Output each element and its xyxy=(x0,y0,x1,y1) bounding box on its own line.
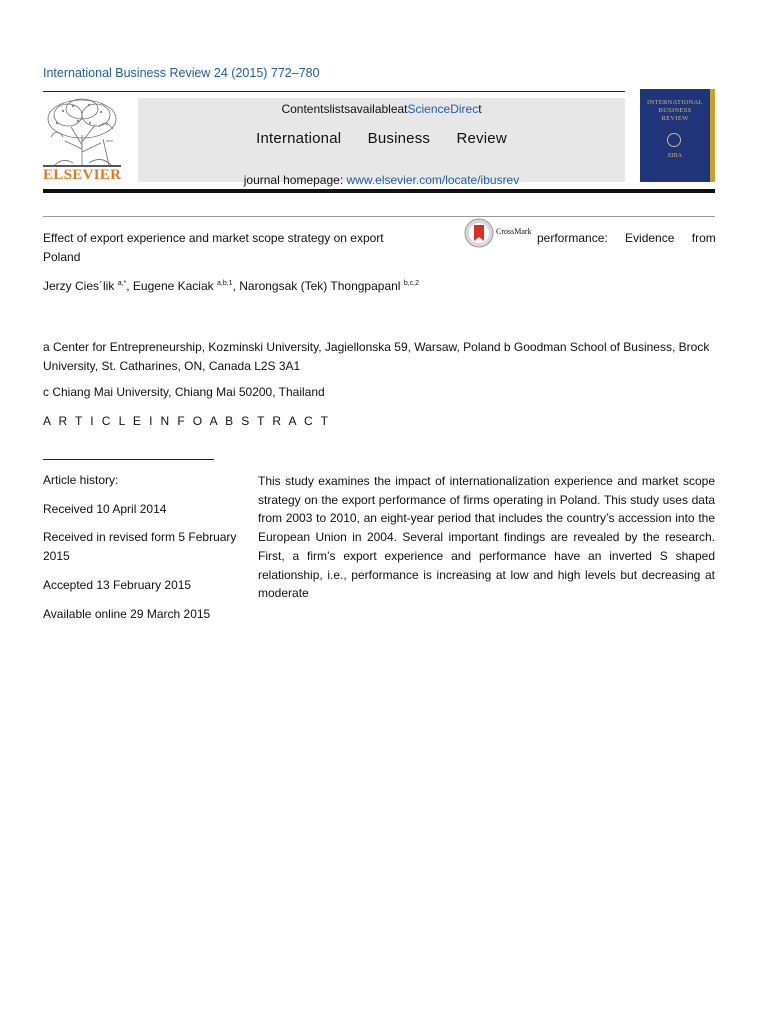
homepage-link[interactable]: www.elsevier.com/locate/ibusrev xyxy=(346,173,520,187)
contents-suffix: t xyxy=(478,102,482,116)
contents-available-line xyxy=(138,102,625,116)
abstract-text: This study examines the impact of internationalization experience and market scope strategy on the export performance of firms operating in Poland. This study uses data from 2003 to 2010, an eight-year period that includes the country’s accession into the European Union in 2004. Several important findings are revealed by the research. First, a firm’s export experience and performance have an inverted S shaped relationship, i.e., performance is increasing at low and high levels but decreasing at moderate xyxy=(258,474,715,601)
article-title-tail: performance: Evidence from xyxy=(537,231,716,245)
history-online: Available online 29 March 2015 xyxy=(43,607,211,621)
header-rule xyxy=(43,91,625,92)
journal-banner xyxy=(138,98,625,187)
journal-cover-image xyxy=(640,89,715,182)
journal-homepage-line xyxy=(138,173,625,187)
crossmark-label: CrossMark xyxy=(496,227,532,236)
article-info-rule xyxy=(43,459,214,460)
author-affiliation-marker: a,b,1 xyxy=(217,280,233,287)
sciencedirect-link[interactable]: ScienceDirec xyxy=(407,102,479,116)
author-name[interactable]: Narongsak (Tek) Thongpapanl xyxy=(239,279,401,293)
author-name[interactable]: Jerzy Cies´lik xyxy=(43,279,115,293)
banner-thick-rule xyxy=(43,189,715,193)
cover-footer: EIBA xyxy=(668,153,682,159)
contents-prefix: Contentslistsavailableat xyxy=(281,102,408,116)
cover-title: INTERNATIONAL BUSINESS REVIEW xyxy=(647,99,703,122)
title-top-rule xyxy=(43,216,715,217)
affiliation-c: c Chiang Mai University, Chiang Mai 50200, Thailand xyxy=(43,385,325,399)
history-accepted: Accepted 13 February 2015 xyxy=(43,578,192,592)
elsevier-logo xyxy=(43,97,121,185)
cover-emblem-icon xyxy=(667,133,681,147)
author-list: Jerzy Cies´lik $^{a,*}$, Eugene Kaciak $^{a,b,1}$, Narongsak (Tek) Thongpapanl $^{b,c,2}$ xyxy=(43,279,419,293)
article-title-line2: Poland xyxy=(43,250,81,264)
author-affiliation-marker: a,* xyxy=(117,280,127,287)
crossmark-icon[interactable] xyxy=(464,218,494,248)
history-revised-line2: 2015 xyxy=(43,549,70,563)
journal-citation-link[interactable]: International Business Review 24 (2015) 772–780 xyxy=(43,66,320,80)
history-received: Received 10 April 2014 xyxy=(43,502,167,516)
history-heading: Article history: xyxy=(43,473,119,487)
journal-title: International Business Review xyxy=(256,130,507,147)
author-affiliation-marker: b,c,2 xyxy=(403,280,419,287)
affiliation-ab: a Center for Entrepreneurship, Kozminski University, Jagiellonska 59, Warsaw, Poland b Goodman School of Business, Brock University, St. Catharines, ON, Canada L2S 3A1 xyxy=(43,340,710,373)
article-title-line1: Effect of export experience and market scope strategy on export xyxy=(43,231,384,245)
elsevier-wordmark: ELSEVIER xyxy=(43,167,122,183)
homepage-label: journal homepage: xyxy=(243,173,344,187)
article-info-abstract-heading: A R T I C L E I N F O A B S T R A C T xyxy=(43,414,331,428)
author-name[interactable]: Eugene Kaciak xyxy=(132,279,214,293)
history-revised-line1: Received in revised form 5 February xyxy=(43,530,237,544)
